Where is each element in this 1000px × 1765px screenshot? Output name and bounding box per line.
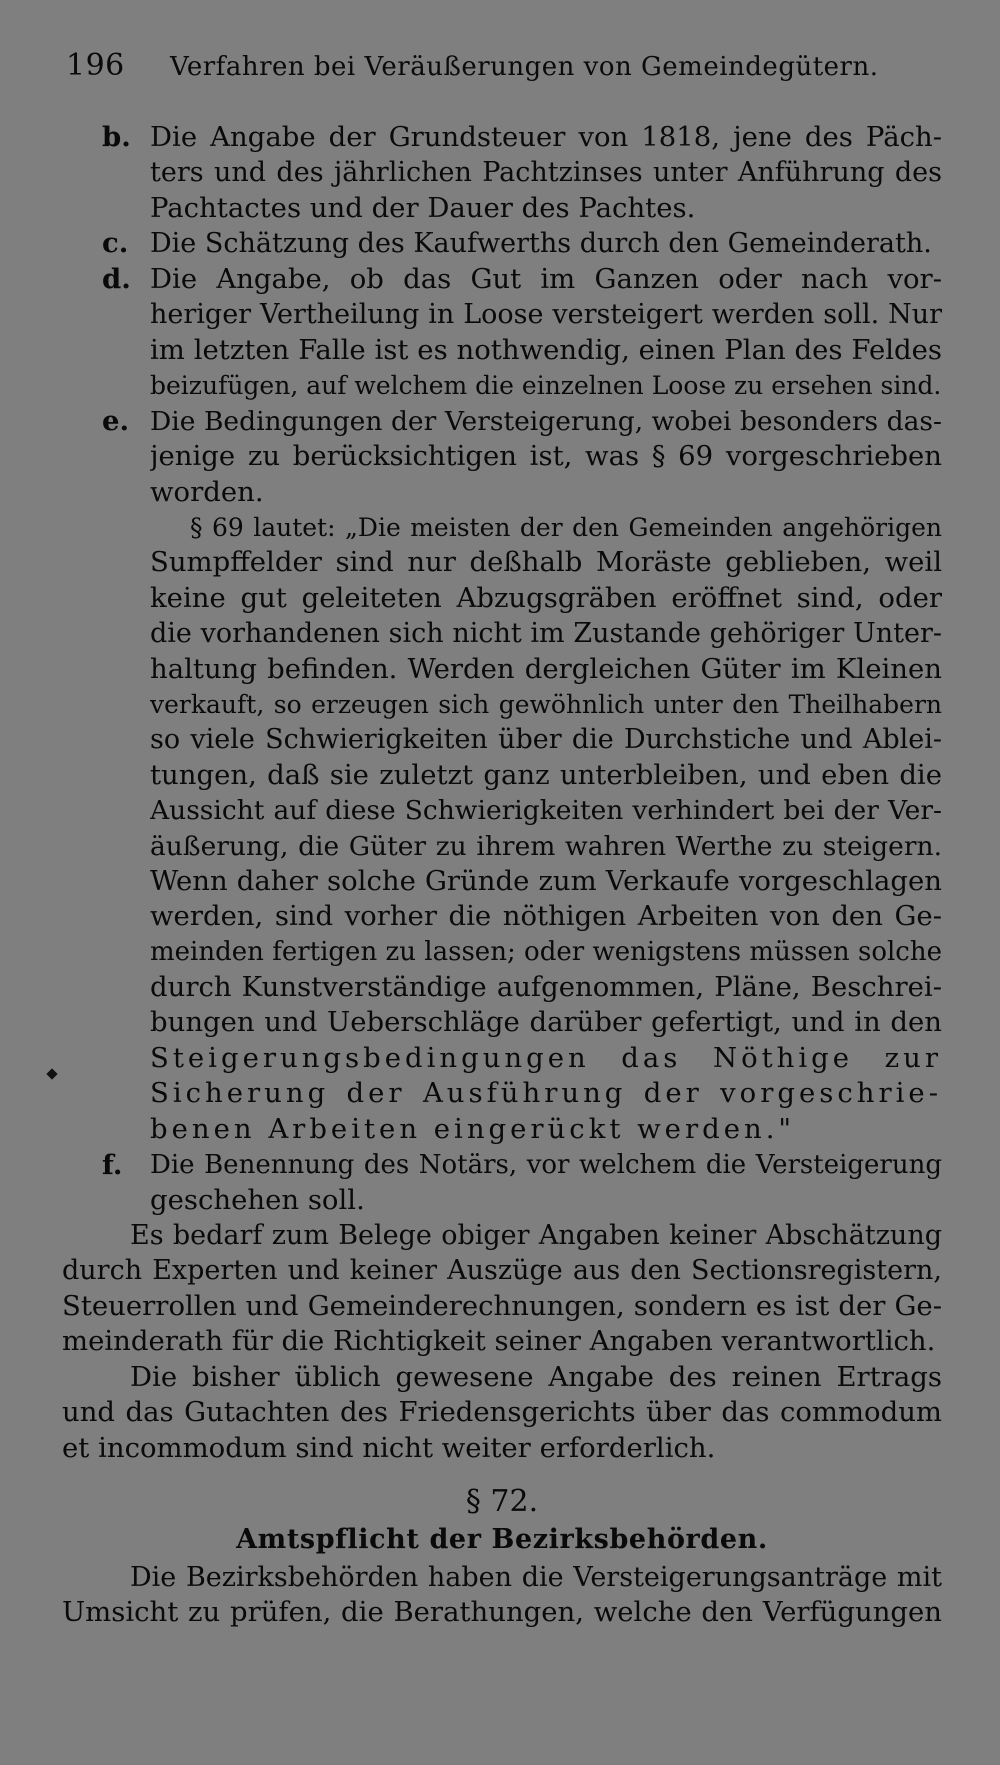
text-line: Steuerrollen und Gemeinderechnungen, sondern es ist der Ge- [62,1289,942,1322]
section-number: § 72. [465,1484,539,1519]
text-line: Pachtactes und der Dauer des Pachtes. [150,191,696,224]
list-item-label: f. [102,1149,123,1181]
list-item-label: b. [102,121,131,153]
text-line: und das Gutachten des Friedensgerichts über das commodum [62,1396,942,1429]
list-item-text [150,404,942,510]
quoted-paragraph-69 [150,510,942,1147]
text-line: die vorhandenen sich nicht im Zustande gehöriger Unter- [150,618,942,650]
page-header [66,48,940,88]
paragraph [62,1218,942,1360]
text-line: Es bedarf zum Belege obiger Angaben keiner Abschätzung [130,1220,942,1251]
list-item-text [150,262,942,404]
text-line: § 69 lautet: „Die meisten der den Gemeinden angehörigen [190,513,942,542]
text-line: durch Experten und keiner Auszüge aus den Sectionsregistern, [62,1255,942,1287]
text-line: Die Benennung des Notärs, vor welchem die Versteigerung [150,1150,942,1180]
text-line: Wenn daher solche Gründe zum Verkaufe vorgeschlagen [150,864,942,897]
text-line: jenige zu berücksichtigen ist, was § 69 vorgeschrieben [150,440,942,473]
text-line-spaced: Steigerungsbedingungen das Nöthige zur [150,1041,942,1074]
text-line: haltung befinden. Werden dergleichen Güter im Kleinen [150,652,942,685]
text-line: keine gut geleiteten Abzugsgräben eröffnet sind, oder [150,581,942,614]
paragraph [62,1360,942,1466]
text-line: Die Angabe, ob das Gut im Ganzen oder nach vor- [150,263,942,295]
text-line: bungen und Ueberschläge darüber gefertigt, und in den [150,1006,942,1039]
text-line: beizufügen, auf welchem die einzelnen Loose zu ersehen sind. [150,371,942,401]
text-line: werden, sind vorher die nöthigen Arbeiten von den Ge- [150,900,942,933]
text-line-spaced: benen Arbeiten eingerückt werden." [150,1112,796,1145]
text-line: äußerung, die Güter zu ihrem wahren Werthe zu steigern. [150,830,942,862]
paragraph [62,1560,942,1631]
text-line: Umsicht zu prüfen, die Berathungen, welche den Verfügungen [62,1596,942,1629]
text-line: Die Schätzung des Kaufwerths durch den Gemeinderath. [150,228,932,259]
text-line: Die Bezirksbehörden haben die Versteigerungsanträge mit [130,1562,942,1593]
text-line: et incommodum sind nicht weiter erforderlich. [62,1431,716,1464]
text-line: Sumpffelder sind nur deßhalb Moräste geblieben, weil [150,546,942,579]
list-item-text [150,1148,942,1219]
text-line: Die Angabe der Grundsteuer von 1818, jene des Päch- [150,121,942,153]
text-line-spaced: Sicherung der Ausführung der vorgeschrie- [150,1077,942,1110]
list-item-text [150,226,942,261]
text-line: Aussicht auf diese Schwierigkeiten verhindert bei der Ver- [150,795,942,827]
text-line: durch Kunstverständige aufgenommen, Pläne, Beschrei- [150,971,942,1004]
text-line: geschehen soll. [150,1184,365,1217]
text-line: meinderath für die Richtigkeit seiner Angaben verantwortlich. [62,1325,936,1358]
list-item-text [150,120,942,226]
list-item-label: c. [102,227,129,259]
section-title: Amtspflicht der Bezirksbehörden. [236,1524,768,1555]
text-line: heriger Vertheilung in Loose versteigert werden soll. Nur [150,299,942,331]
text-line: so viele Schwierigkeiten über die Durchstiche und Ablei- [150,724,942,756]
text-line: ters und des jährlichen Pachtzinses unter Anführung des [150,157,942,189]
ink-spot-mark [46,1068,57,1079]
list-item-label: e. [102,405,130,437]
text-line: tungen, daß sie zuletzt ganz unterbleiben, und eben die [150,758,942,791]
list-item-label: d. [102,263,131,295]
text-line: Die Bedingungen der Versteigerung, wobei besonders das- [150,406,942,437]
text-line: Die bisher üblich gewesene Angabe des reinen Ertrags [130,1361,942,1393]
text-line: worden. [150,475,264,508]
text-line: meinden fertigen zu lassen; oder wenigstens müssen solche [150,936,942,967]
running-title: Verfahren bei Veräußerungen von Gemeindegütern. [170,52,879,82]
text-line: verkauft, so erzeugen sich gewöhnlich unter den Theilhabern [150,689,942,719]
page-number: 196 [66,48,125,83]
text-line: im letzten Falle ist es nothwendig, einen Plan des Feldes [150,333,942,366]
